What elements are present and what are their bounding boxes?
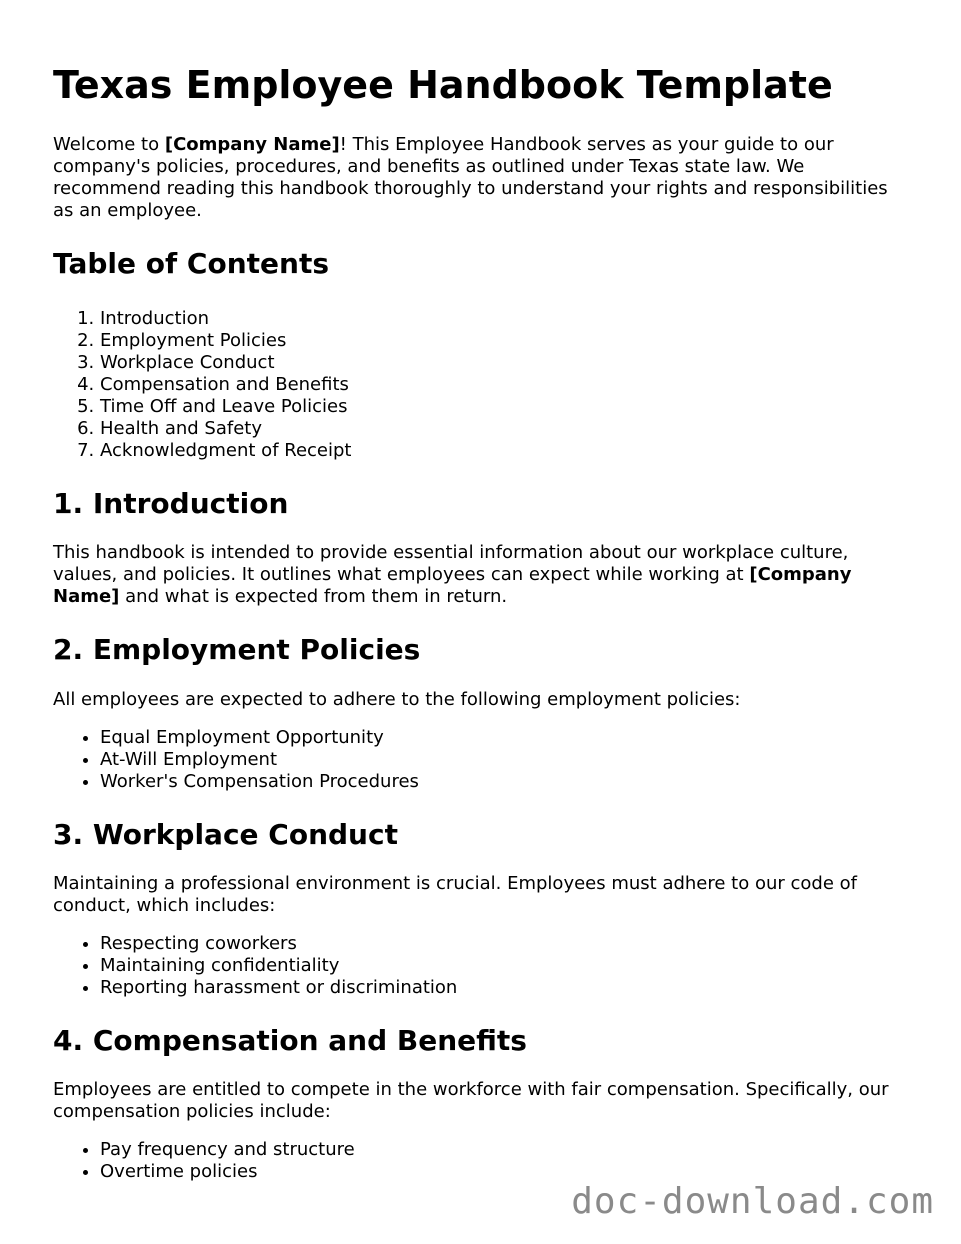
list-item: • Overtime policies [100,1161,913,1183]
toc-item: 1. Introduction [100,308,913,330]
compensation-list [53,1139,913,1183]
section-workplace-conduct-paragraph: Maintaining a professional environment is crucial. Employees must adhere to our code of conduct, which includes: [53,873,857,917]
section-employment-policies-heading: 2. Employment Policies [53,633,421,667]
list-item: • Maintaining confidentiality [100,955,913,977]
list-item: • Reporting harassment or discrimination [100,977,913,999]
section-introduction-paragraph [53,542,913,608]
list-item: • Equal Employment Opportunity [100,727,913,749]
toc-item: 3. Workplace Conduct [100,352,913,374]
document-title: Texas Employee Handbook Template [53,63,833,107]
toc-item: 6. Health and Safety [100,418,913,440]
toc-heading: Table of Contents [53,246,330,280]
list-item: • Worker's Compensation Procedures [100,771,913,793]
employment-policies-list [53,727,913,793]
watermark: doc-download.com [571,1181,934,1222]
toc-list [53,308,913,462]
intro-company-name: [Company Name] [164,133,340,155]
intro-paragraph [53,134,913,222]
section-compensation-paragraph: Employees are entitled to compete in the workforce with fair compensation. Specifically, our compensation policies include: [53,1079,889,1123]
section-introduction-company-name: [Company Name] [53,564,852,608]
toc-item: 2. Employment Policies [100,330,913,352]
intro-text-post: ! This Employee Handbook serves as your guide to our company's policies, procedures, and benefits as outlined under Texas state law. We recommend reading this handbook thoroughly to understand your rights and responsibilities as an employee. [53,133,888,221]
list-item: • Pay frequency and structure [100,1139,913,1161]
document-page [53,62,913,1207]
list-item: • At-Will Employment [100,749,913,771]
list-item: • Respecting coworkers [100,933,913,955]
section-workplace-conduct-heading: 3. Workplace Conduct [53,817,398,851]
section-introduction-heading: 1. Introduction [53,486,289,520]
toc-item: 5. Time Off and Leave Policies [100,396,913,418]
toc-item: 4. Compensation and Benefits [100,374,913,396]
section-introduction-text-pre: This handbook is intended to provide essential information about our workplace culture, values, and policies. It outlines what employees can expect while working at [53,542,849,586]
section-compensation-heading: 4. Compensation and Benefits [53,1024,527,1058]
section-introduction-text-post: and what is expected from them in return. [119,586,508,608]
workplace-conduct-list [53,933,913,999]
toc-item: 7. Acknowledgment of Receipt [100,440,913,462]
intro-text-pre: Welcome to [53,133,165,155]
section-employment-policies-paragraph: All employees are expected to adhere to the following employment policies: [53,688,741,710]
